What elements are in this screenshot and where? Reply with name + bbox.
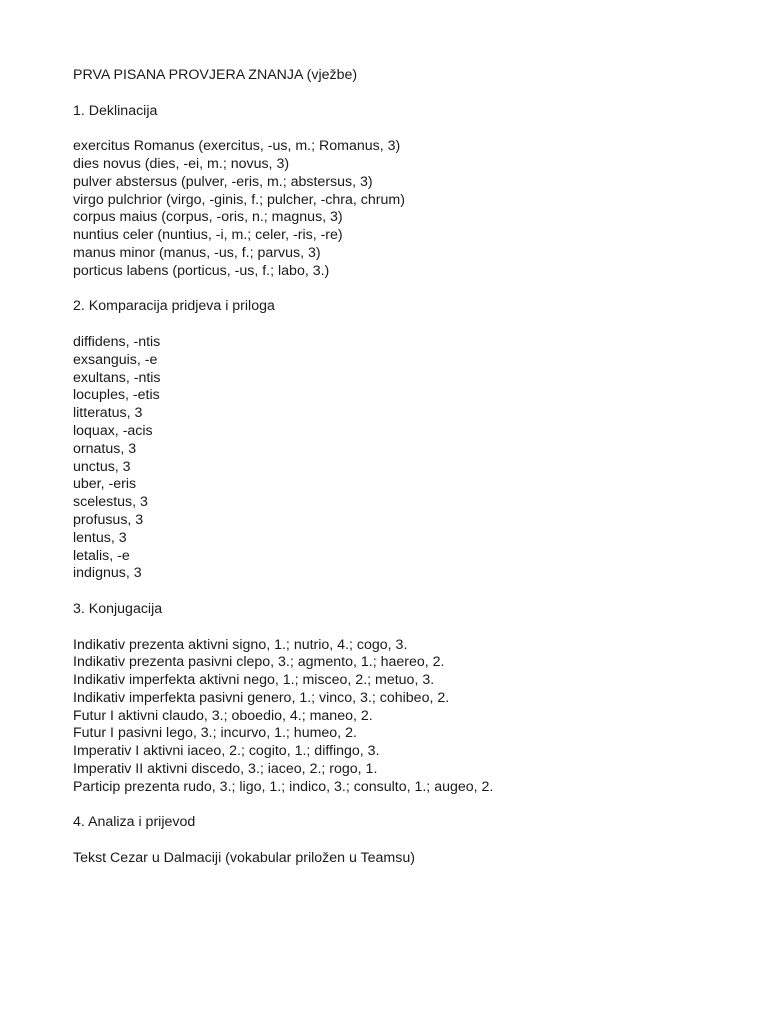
section-heading-komparacija: 2. Komparacija pridjeva i priloga bbox=[73, 298, 275, 315]
list-item: Indikativ prezenta pasivni clepo, 3.; agmento, 1.; haereo, 2. bbox=[73, 654, 445, 671]
spacer bbox=[73, 316, 733, 334]
section-heading-deklinacija: 1. Deklinacija bbox=[73, 102, 158, 119]
list-item: pulver abstersus (pulver, -eris, m.; abstersus, 3) bbox=[73, 173, 373, 190]
section-heading-konjugacija: 3. Konjugacija bbox=[73, 600, 163, 617]
document-title: PRVA PISANA PROVJERA ZNANJA (vježbe) bbox=[73, 67, 358, 83]
spacer bbox=[73, 619, 733, 637]
konjugacija-list bbox=[73, 637, 733, 797]
analiza-text: Tekst Cezar u Dalmaciji (vokabular priložen u Teamsu) bbox=[73, 850, 415, 867]
list-item: scelestus, 3 bbox=[73, 494, 148, 511]
list-item: porticus labens (porticus, -us, f.; labo, 3.) bbox=[73, 262, 330, 279]
list-item: diffidens, -ntis bbox=[73, 333, 161, 350]
spacer bbox=[73, 797, 733, 815]
list-item: letalis, -e bbox=[73, 547, 130, 564]
list-item: Futur I aktivni claudo, 3.; oboedio, 4.; maneo, 2. bbox=[73, 707, 373, 724]
list-item: exultans, -ntis bbox=[73, 369, 161, 386]
deklinacija-list bbox=[73, 138, 733, 280]
list-item: Indikativ prezenta aktivni signo, 1.; nutrio, 4.; cogo, 3. bbox=[73, 636, 408, 653]
list-item: manus minor (manus, -us, f.; parvus, 3) bbox=[73, 244, 321, 261]
list-item: ornatus, 3 bbox=[73, 440, 137, 457]
list-item: exercitus Romanus (exercitus, -us, m.; Romanus, 3) bbox=[73, 138, 401, 155]
list-item: locuples, -etis bbox=[73, 387, 160, 404]
document-page bbox=[73, 67, 733, 868]
list-item: Particip prezenta rudo, 3.; ligo, 1.; indico, 3.; consulto, 1.; augeo, 2. bbox=[73, 778, 494, 795]
spacer bbox=[73, 281, 733, 299]
list-item: profusus, 3 bbox=[73, 511, 144, 528]
list-item: corpus maius (corpus, -oris, n.; magnus, 3) bbox=[73, 209, 343, 226]
spacer bbox=[73, 583, 733, 601]
list-item: Futur I pasivni lego, 3.; incurvo, 1.; humeo, 2. bbox=[73, 725, 357, 742]
spacer bbox=[73, 120, 733, 138]
list-item: Indikativ imperfekta aktivni nego, 1.; misceo, 2.; metuo, 3. bbox=[73, 672, 435, 689]
list-item: loquax, -acis bbox=[73, 422, 153, 439]
list-item: litteratus, 3 bbox=[73, 405, 143, 422]
list-item: uber, -eris bbox=[73, 476, 137, 493]
spacer bbox=[73, 85, 733, 103]
list-item: lentus, 3 bbox=[73, 529, 127, 546]
spacer bbox=[73, 832, 733, 850]
list-item: dies novus (dies, -ei, m.; novus, 3) bbox=[73, 155, 290, 172]
komparacija-list bbox=[73, 334, 733, 583]
list-item: indignus, 3 bbox=[73, 565, 142, 582]
list-item: exsanguis, -e bbox=[73, 351, 158, 368]
section-heading-analiza: 4. Analiza i prijevod bbox=[73, 814, 196, 831]
list-item: nuntius celer (nuntius, -i, m.; celer, -ris, -re) bbox=[73, 227, 343, 244]
list-item: Indikativ imperfekta pasivni genero, 1.; vinco, 3.; cohibeo, 2. bbox=[73, 689, 450, 706]
list-item: Imperativ I aktivni iaceo, 2.; cogito, 1.; diffingo, 3. bbox=[73, 743, 380, 760]
list-item: unctus, 3 bbox=[73, 458, 131, 475]
list-item: virgo pulchrior (virgo, -ginis, f.; pulcher, -chra, chrum) bbox=[73, 191, 405, 208]
list-item: Imperativ II aktivni discedo, 3.; iaceo, 2.; rogo, 1. bbox=[73, 761, 378, 778]
